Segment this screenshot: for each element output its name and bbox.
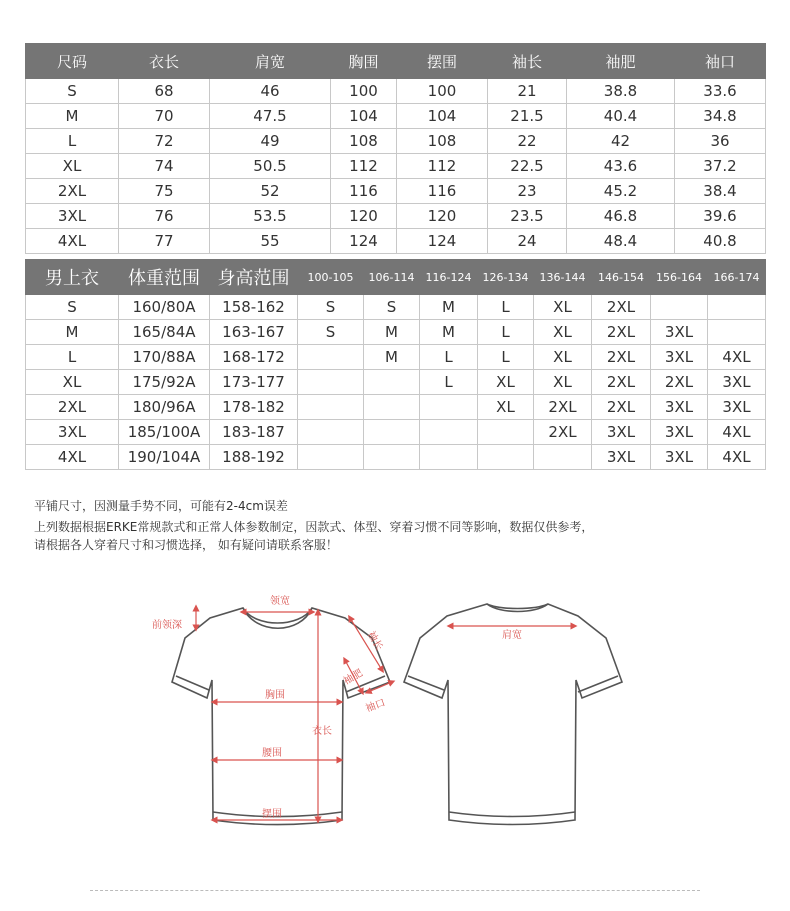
label-waist: 腰围 <box>262 748 282 759</box>
table-row <box>26 320 766 345</box>
body_table-header-5: 116-124 <box>420 260 478 295</box>
body_table-header-10: 166-174 <box>708 260 766 295</box>
table-cell: 124 <box>397 229 488 254</box>
table-cell: 100 <box>397 79 488 104</box>
size_table-header-1: 衣长 <box>119 44 210 79</box>
table-cell: 70 <box>119 104 210 129</box>
tshirt-measurement-diagram <box>0 580 790 880</box>
table-cell: 46 <box>210 79 331 104</box>
size_table-header-5: 袖长 <box>488 44 567 79</box>
table-cell: 23 <box>488 179 567 204</box>
body_table-header-6: 126-134 <box>478 260 534 295</box>
table-cell <box>420 395 478 420</box>
table-cell <box>651 295 708 320</box>
table-cell: 3XL <box>26 204 119 229</box>
size_table-header-6: 袖肥 <box>567 44 675 79</box>
table-row <box>26 445 766 470</box>
table-cell: L <box>420 345 478 370</box>
table-cell: 2XL <box>592 370 651 395</box>
size_table-header-4: 摆围 <box>397 44 488 79</box>
table-cell: 47.5 <box>210 104 331 129</box>
table-cell: S <box>298 295 364 320</box>
table-cell: 178-182 <box>210 395 298 420</box>
table-cell: 3XL <box>708 395 766 420</box>
table-cell: M <box>420 295 478 320</box>
table-row <box>26 79 766 104</box>
table-cell <box>708 295 766 320</box>
body-table-body <box>26 295 766 470</box>
table-cell: 33.6 <box>675 79 766 104</box>
table-cell: XL <box>478 395 534 420</box>
table-cell: 4XL <box>708 420 766 445</box>
table-row <box>26 295 766 320</box>
table-cell: 170/88A <box>119 345 210 370</box>
table-cell: 116 <box>331 179 397 204</box>
table-cell: 190/104A <box>119 445 210 470</box>
table-cell <box>298 420 364 445</box>
table-cell: 108 <box>331 129 397 154</box>
table-cell: M <box>364 345 420 370</box>
table-cell: 112 <box>331 154 397 179</box>
table-cell: XL <box>26 154 119 179</box>
label-sleeve-length: 袖长 <box>364 629 385 653</box>
table-cell: 3XL <box>651 345 708 370</box>
table-cell: 77 <box>119 229 210 254</box>
table-cell: 52 <box>210 179 331 204</box>
table-cell: 3XL <box>592 445 651 470</box>
table-cell: 120 <box>331 204 397 229</box>
table-cell: XL <box>534 345 592 370</box>
size_table-header-3: 胸围 <box>331 44 397 79</box>
table-cell: 175/92A <box>119 370 210 395</box>
table-cell: 42 <box>567 129 675 154</box>
data-reference-note: 上列数据根据ERKE常规款式和正常人体参数制定，因款式、体型、穿着习惯不同等影响，数据仅供参考， <box>34 520 594 534</box>
table-cell: S <box>298 320 364 345</box>
table-cell: 2XL <box>26 179 119 204</box>
table-cell: 2XL <box>651 370 708 395</box>
table-cell: 183-187 <box>210 420 298 445</box>
table-cell: 104 <box>331 104 397 129</box>
table-cell: 4XL <box>708 345 766 370</box>
table-cell: 3XL <box>651 420 708 445</box>
table-cell: 168-172 <box>210 345 298 370</box>
table-row <box>26 345 766 370</box>
table-row <box>26 370 766 395</box>
label-chest: 胸围 <box>265 690 285 701</box>
table-cell: 72 <box>119 129 210 154</box>
table-cell: 48.4 <box>567 229 675 254</box>
table-cell: M <box>26 320 119 345</box>
table-cell: 112 <box>397 154 488 179</box>
table-cell <box>420 420 478 445</box>
table-cell <box>420 445 478 470</box>
table-cell <box>708 320 766 345</box>
table-cell: M <box>364 320 420 345</box>
table-cell: 116 <box>397 179 488 204</box>
table-cell: 55 <box>210 229 331 254</box>
size_table-header-7: 袖口 <box>675 44 766 79</box>
table-cell <box>364 370 420 395</box>
table-cell: 185/100A <box>119 420 210 445</box>
table-cell <box>364 395 420 420</box>
table-cell <box>478 445 534 470</box>
table-cell <box>298 370 364 395</box>
table-cell: M <box>26 104 119 129</box>
table-cell: 40.8 <box>675 229 766 254</box>
table-cell: 120 <box>397 204 488 229</box>
table-cell: 4XL <box>708 445 766 470</box>
label-collar-width: 领宽 <box>270 596 290 607</box>
table-cell: 3XL <box>651 445 708 470</box>
table-cell: 2XL <box>534 420 592 445</box>
table-cell: 173-177 <box>210 370 298 395</box>
table-row <box>26 129 766 154</box>
table-row <box>26 229 766 254</box>
front-tshirt-outline <box>172 608 390 825</box>
table-cell: 108 <box>397 129 488 154</box>
table-cell: 2XL <box>534 395 592 420</box>
contact-service-note: 请根据各人穿着尺寸和习惯选择， 如有疑问请联系客服！ <box>34 538 338 552</box>
body_table-header-1: 体重范围 <box>119 260 210 295</box>
body_table-header-8: 146-154 <box>592 260 651 295</box>
table-cell: 46.8 <box>567 204 675 229</box>
label-cuff: 袖口 <box>364 697 387 715</box>
table-cell: 37.2 <box>675 154 766 179</box>
bottom-divider <box>90 890 700 891</box>
table-cell: 100 <box>331 79 397 104</box>
table-cell: 21.5 <box>488 104 567 129</box>
table-cell: 38.8 <box>567 79 675 104</box>
table-cell: 74 <box>119 154 210 179</box>
label-body-length: 衣长 <box>312 726 332 737</box>
cuff-line <box>368 682 392 692</box>
table-cell: L <box>478 320 534 345</box>
size-chart-header-row <box>26 44 766 79</box>
size_table-header-2: 肩宽 <box>210 44 331 79</box>
table-cell: 40.4 <box>567 104 675 129</box>
label-hem: 摆围 <box>262 809 282 820</box>
table-cell: XL <box>478 370 534 395</box>
table-cell <box>364 420 420 445</box>
table-cell <box>298 395 364 420</box>
table-cell: 76 <box>119 204 210 229</box>
table-cell: L <box>26 129 119 154</box>
table-cell: 160/80A <box>119 295 210 320</box>
table-cell: 4XL <box>26 229 119 254</box>
body_table-header-3: 100-105 <box>298 260 364 295</box>
table-cell: 4XL <box>26 445 119 470</box>
table-cell: 53.5 <box>210 204 331 229</box>
table-cell: 68 <box>119 79 210 104</box>
table-cell: 49 <box>210 129 331 154</box>
table-row <box>26 179 766 204</box>
table-row <box>26 204 766 229</box>
table-row <box>26 104 766 129</box>
body-table-header-row <box>26 260 766 295</box>
table-cell: 36 <box>675 129 766 154</box>
label-front-neck-depth: 前领深 <box>152 620 182 631</box>
table-cell: L <box>26 345 119 370</box>
size-chart-body <box>26 79 766 254</box>
table-cell: 3XL <box>26 420 119 445</box>
table-row <box>26 420 766 445</box>
body_table-header-4: 106-114 <box>364 260 420 295</box>
table-cell: 24 <box>488 229 567 254</box>
table-cell: XL <box>534 370 592 395</box>
measurement-error-note: 平铺尺寸，因测量手势不同，可能有2-4cm误差 <box>34 499 288 513</box>
body_table-header-7: 136-144 <box>534 260 592 295</box>
label-shoulder-width: 肩宽 <box>502 630 522 641</box>
body_table-header-9: 156-164 <box>651 260 708 295</box>
table-cell: L <box>478 345 534 370</box>
table-cell: XL <box>534 320 592 345</box>
table-row <box>26 395 766 420</box>
table-cell: S <box>364 295 420 320</box>
table-cell: M <box>420 320 478 345</box>
table-cell: 124 <box>331 229 397 254</box>
table-cell: 2XL <box>592 320 651 345</box>
table-cell: XL <box>534 295 592 320</box>
table-cell: 21 <box>488 79 567 104</box>
table-cell: 2XL <box>592 295 651 320</box>
table-cell <box>478 420 534 445</box>
table-cell: 2XL <box>592 345 651 370</box>
table-cell: 3XL <box>651 320 708 345</box>
table-cell: 39.6 <box>675 204 766 229</box>
table-cell: S <box>26 79 119 104</box>
table-cell: 22.5 <box>488 154 567 179</box>
table-cell: 3XL <box>592 420 651 445</box>
table-cell: 188-192 <box>210 445 298 470</box>
body_table-header-0: 男上衣 <box>26 260 119 295</box>
table-cell <box>364 445 420 470</box>
table-cell <box>298 445 364 470</box>
table-cell: 2XL <box>592 395 651 420</box>
table-cell: 2XL <box>26 395 119 420</box>
table-cell: 163-167 <box>210 320 298 345</box>
table-cell: 180/96A <box>119 395 210 420</box>
body_table-header-2: 身高范围 <box>210 260 298 295</box>
table-cell: XL <box>26 370 119 395</box>
table-cell: L <box>420 370 478 395</box>
table-cell: 104 <box>397 104 488 129</box>
size_table-header-0: 尺码 <box>26 44 119 79</box>
table-cell: 75 <box>119 179 210 204</box>
table-cell <box>298 345 364 370</box>
body-size-recommendation-table <box>25 259 766 470</box>
table-cell: 23.5 <box>488 204 567 229</box>
label-sleeve-width: 袖肥 <box>341 667 365 688</box>
table-cell: 34.8 <box>675 104 766 129</box>
table-cell: L <box>478 295 534 320</box>
table-row <box>26 154 766 179</box>
table-cell: 158-162 <box>210 295 298 320</box>
table-cell: 3XL <box>651 395 708 420</box>
table-cell: 50.5 <box>210 154 331 179</box>
table-cell: S <box>26 295 119 320</box>
table-cell: 165/84A <box>119 320 210 345</box>
table-cell: 38.4 <box>675 179 766 204</box>
table-cell: 43.6 <box>567 154 675 179</box>
size-chart-table <box>25 43 766 254</box>
table-cell: 3XL <box>708 370 766 395</box>
table-cell: 45.2 <box>567 179 675 204</box>
table-cell: 22 <box>488 129 567 154</box>
table-cell <box>534 445 592 470</box>
